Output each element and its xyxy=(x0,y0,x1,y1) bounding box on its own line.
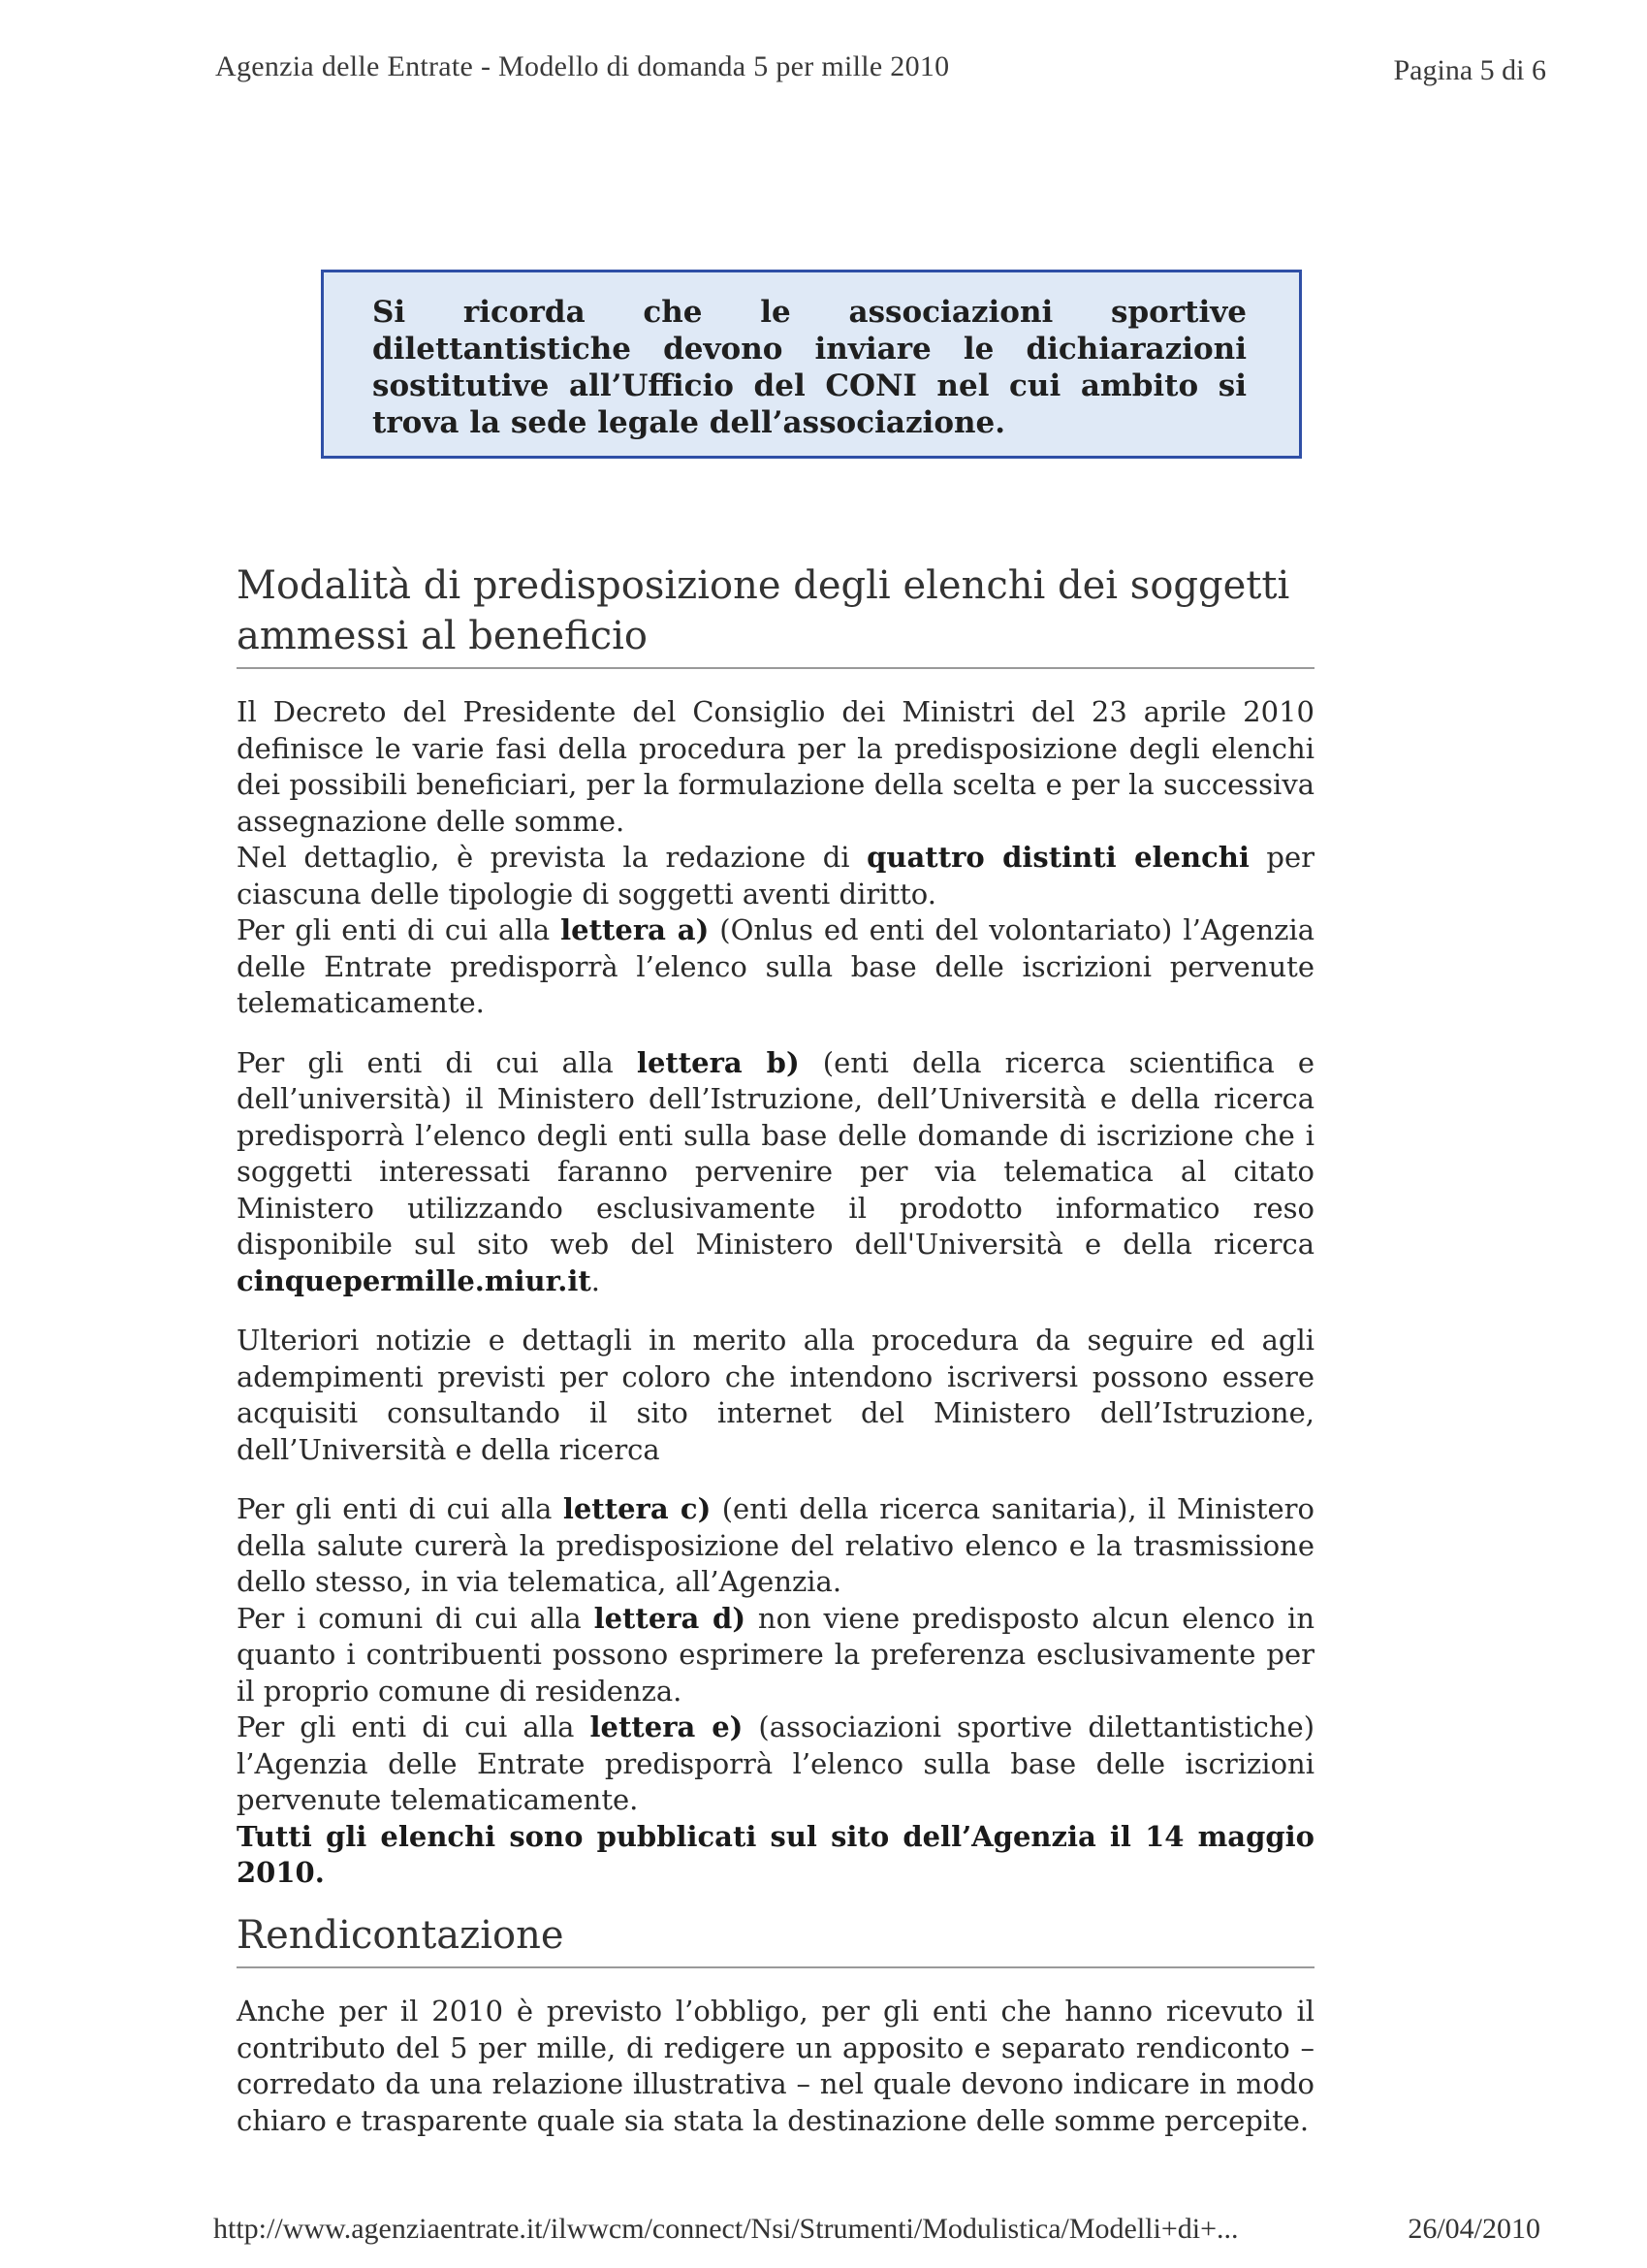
text-segment: per ciascuna delle tipologie di soggetti aventi diritto. xyxy=(237,841,1314,910)
text-segment: Per gli enti di cui alla xyxy=(237,1045,637,1079)
section-title-rendicontazione: Rendicontazione xyxy=(237,1910,1314,1968)
section-elenchi xyxy=(237,560,1314,1892)
paragraph-rendiconto: Anche per il 2010 è previsto l’obbligo, per gli enti che hanno ricevuto il contributo del 5 per mille, di redigere un apposito e separato rendiconto – corredato da una relazione illustrativa – nel quale devono indicare in modo chiaro e trasparente quale sia stata la destinazione delle somme percepite. xyxy=(237,1995,1314,2137)
paragraph-lettera-d xyxy=(237,1601,1314,1710)
paragraph-lettera-c xyxy=(237,1491,1314,1601)
text-segment: non viene predisposto alcun elenco in quanto i contribuenti possono esprimere la preferenza esclusivamente per il proprio comune di residenza. xyxy=(237,1601,1315,1708)
bold-segment: lettera d) xyxy=(593,1601,746,1635)
section-rendicontazione xyxy=(237,1910,1314,2139)
paragraph-ulteriori-notizie: Ulteriori notizie e dettagli in merito alla procedura da seguire ed agli adempimenti previsti per coloro che intendono iscriversi possono essere acquisiti consultando il sito internet del Ministero dell’Istruzione, dell’Università e della ricerca xyxy=(237,1324,1314,1466)
paragraph-lettera-b xyxy=(237,1045,1314,1300)
bold-segment: lettera b) xyxy=(636,1045,800,1079)
bold-segment: lettera c) xyxy=(562,1492,712,1525)
document-header-title: Agenzia delle Entrate - Modello di domanda 5 per mille 2010 xyxy=(215,50,950,82)
footer-date: 26/04/2010 xyxy=(1408,2213,1540,2245)
bold-statement: Tutti gli elenchi sono pubblicati sul sito dell’Agenzia il 14 maggio 2010. xyxy=(237,1819,1314,1889)
section-title-elenchi: Modalità di predisposizione degli elenchi dei soggetti ammessi al beneficio xyxy=(237,560,1314,669)
text-segment: (enti della ricerca sanitaria), il Ministero della salute curerà la predisposizione del relativo elenco e la trasmissione dello stesso, in via telematica, all’Agenzia. xyxy=(237,1492,1314,1598)
text-segment: Per gli enti di cui alla xyxy=(237,913,561,946)
paragraph-decreto: Il Decreto del Presidente del Consiglio dei Ministri del 23 aprile 2010 definisce le varie fasi della procedura per la predisposizione degli elenchi dei possibili beneficiari, per la formulazione della scelta e per la successiva assegnazione delle somme. xyxy=(237,695,1314,838)
text-segment: (associazioni sportive dilettantistiche) l’Agenzia delle Entrate predisporrà l’elenco sulla base delle iscrizioni pervenute telematicamente. xyxy=(237,1710,1315,1816)
notice-text: Si ricorda che le associazioni sportive dilettantistiche devono inviare le dichiarazioni sostitutive all’Ufficio del CONI nel cui ambito si trova la sede legale dell’associazione. xyxy=(372,295,1247,440)
paragraph-pubblicazione xyxy=(237,1819,1314,1892)
page-number: Pagina 5 di 6 xyxy=(1393,54,1546,86)
paragraph-lettera-a xyxy=(237,912,1314,1022)
website-link[interactable]: cinquepermille.miur.it xyxy=(237,1263,591,1297)
text-segment: (Onlus ed enti del volontariato) l’Agenzia delle Entrate predisporrà l’elenco sulla base delle iscrizioni pervenute telematicamente. xyxy=(237,913,1315,1019)
text-segment: Per gli enti di cui alla xyxy=(237,1710,590,1743)
paragraph-dettaglio xyxy=(237,840,1314,912)
text-segment: . xyxy=(590,1263,600,1297)
text-segment: Per i comuni di cui alla xyxy=(237,1601,594,1635)
bold-segment: lettera a) xyxy=(560,913,710,946)
bold-segment: lettera e) xyxy=(589,1710,744,1743)
paragraph-lettera-e xyxy=(237,1709,1314,1819)
text-segment: (enti della ricerca scientifica e dell’università) il Ministero dell’Istruzione, dell’Università e della ricerca predisporrà l’elenco degli enti sulla base delle domande di iscrizione che i soggetti interessati faranno pervenire per via telematica al citato Ministero utilizzando esclusivamente il prodotto informatico reso disponibile sul sito web del Ministero dell'Università e della ricerca xyxy=(237,1045,1314,1261)
text-segment: Per gli enti di cui alla xyxy=(237,1492,563,1525)
bold-segment: quattro distinti elenchi xyxy=(867,841,1250,874)
footer-url: http://www.agenziaentrate.it/ilwwcm/connect/Nsi/Strumenti/Modulistica/Modelli+di+... xyxy=(213,2213,1239,2245)
text-segment: Nel dettaglio, è prevista la redazione di xyxy=(237,841,868,874)
notice-box xyxy=(321,270,1302,459)
